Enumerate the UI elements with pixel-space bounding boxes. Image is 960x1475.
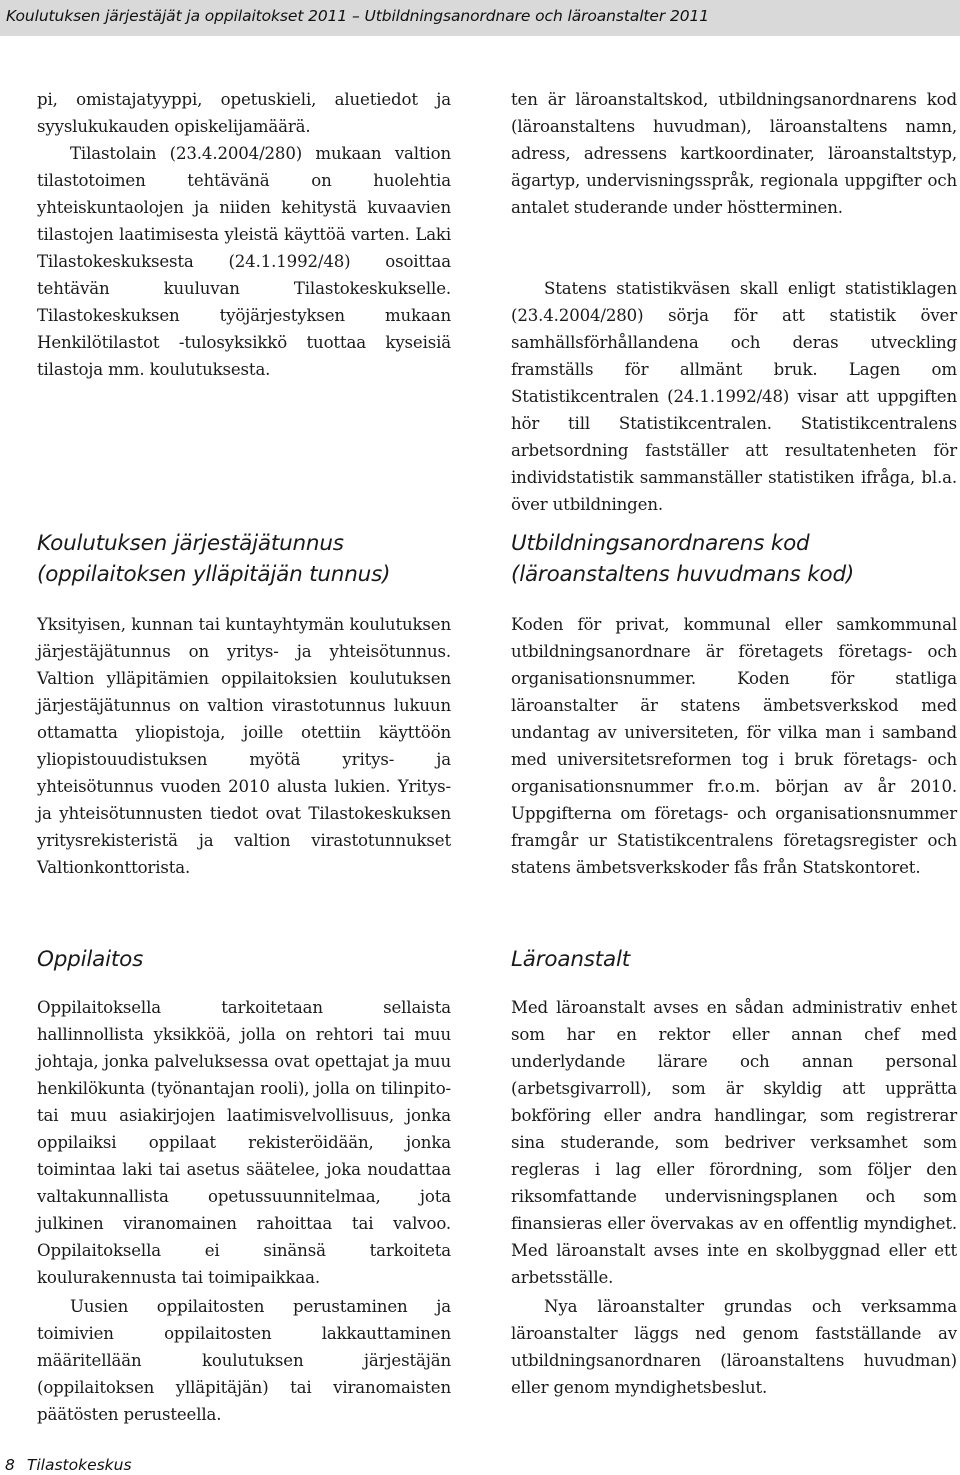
heading-koulutuksen-jarjestajatunnus: Koulutuksen järjestäjätunnus (oppilaitoksen ylläpitäjän tunnus) <box>37 531 391 587</box>
page-number: 8 <box>5 1456 15 1474</box>
paragraph-right-4: Med läroanstalt avses en sådan administrativ enhet som har en rektor eller annan chef med underlydande lärare och annan personal (arbetsgivarroll), som är skyldig att upprätta bokföring eller andra handlingar, som registrerar sina studerande, som bedriver verksamhet som regleras i lag eller förordning, som följer den riksomfattande undervisningsplanen och som finansieras eller övervakas av en offentlig myndighet. Med läroanstalt avses inte en skolbyggnad eller ett arbetsställe. <box>511 998 957 1287</box>
heading-oppilaitos: Oppilaitos <box>37 947 144 972</box>
heading-utbildningsanordnarens-kod: Utbildningsanordnarens kod (läroanstaltens huvudmans kod) <box>511 531 855 587</box>
paragraph-left-1: pi, omistajatyyppi, opetuskieli, aluetiedot ja syyslukukauden opiskelijamäärä. <box>37 90 451 136</box>
paragraph-right-2: Statens statistikväsen skall enligt statistiklagen (23.4.2004/280) sörja för att statistik över samhällsförhållandena och deras utveckling framställs för allmänt bruk. Lagen om Statistikcentralen (24.1.1992/48) visar att uppgiften hör till Statistikcentralen. Statistikcentralens arbetsordning fastställer att resultatenheten för individstatistik sammanställer statistiken ifråga, bl.a. över utbildningen. <box>511 279 957 514</box>
paragraph-left-2: Tilastolain (23.4.2004/280) mukaan valtion tilastotoimen tehtävänä on huolehtia yhteiskuntaolojen ja niiden kehitystä kuvaavien tilastojen laatimisesta yleistä käyttöä varten. Laki Tilastokeskuksesta (24.1.1992/48) osoittaa tehtävän kuuluvan Tilastokeskukselle. Tilastokeskuksen työjärjestyksen mukaan Henkilötilastot -tulosyksikkö tuottaa kyseisiä tilastoja mm. koulutuksesta. <box>37 144 451 379</box>
paragraph-left-4: Oppilaitoksella tarkoitetaan sellaista hallinnollista yksikköä, jolla on rehtori tai muu johtaja, jonka palveluksessa ovat opettajat ja muu henkilökunta (työnantajan rooli), jolla on tilinpito- tai muu asiakirjojen laatimisvelvollisuus, jonka oppilaiksi oppilaat rekisteröidään, jonka toimintaa laki tai asetus säätelee, joka noudattaa valtakunnallista opetussuunnitelmaa, jota julkinen viranomainen rahoittaa tai valvoo. Oppilaitoksella ei sinänsä tarkoiteta koulurakennusta tai toimipaikkaa. <box>37 998 451 1287</box>
paragraph-left-5: Uusien oppilaitosten perustaminen ja toimivien oppilaitosten lakkauttaminen määritellään koulutuksen järjestäjän (oppilaitoksen ylläpitäjän) tai viranomaisten päätösten perusteella. <box>37 1297 451 1424</box>
paragraph-right-1: ten är läroanstaltskod, utbildningsanordnarens kod (läroanstaltens huvudman), läroanstaltens namn, adress, adressens kartkoordinater, läroanstaltstyp, ägartyp, undervisningsspråk, regionala uppgifter och antalet studerande under höstterminen. <box>511 90 957 217</box>
paragraph-left-3: Yksityisen, kunnan tai kuntayhtymän koulutuksen järjestäjätunnus on yritys- ja yhteisötunnus. Valtion ylläpitämien oppilaitoksien koulutuksen järjestäjätunnus on valtion virastotunnus lukuun ottamatta yliopistoja, joille otettiin käyttöön yliopistouudistuksen myötä yritys- ja yhteisötunnus vuoden 2010 alusta lukien. Yritys- ja yhteisötunnusten tiedot ovat Tilastokeskuksen yritysrekisteristä ja valtion virastotunnukset Valtionkonttorista. <box>37 615 451 877</box>
running-header-title: Koulutuksen järjestäjät ja oppilaitokset 2011 – Utbildningsanordnare och läroanstalter 2011 <box>6 7 709 25</box>
page-footer <box>5 1456 132 1474</box>
footer-publisher: Tilastokeskus <box>26 1456 132 1474</box>
paragraph-right-3: Koden för privat, kommunal eller samkommunal utbildningsanordnare är företagets företags- och organisationsnummer. Koden för statliga läroanstalter är statens ämbetsverkskod med undantag av universiteten, för vilka man i samband med universitetsreformen tog i bruk företags- och organisationsnummer fr.o.m. början av år 2010. Uppgifterna om företags- och organisationsnummer framgår ur Statistikcentralens företagsregister och statens ämbetsverkskoder fås från Statskontoret. <box>511 615 957 877</box>
heading-laroanstalt: Läroanstalt <box>511 947 630 972</box>
running-header <box>0 0 960 36</box>
paragraph-right-5: Nya läroanstalter grundas och verksamma läroanstalter läggs ned genom fastställande av utbildningsanordnaren (läroanstaltens huvudman) eller genom myndighetsbeslut. <box>511 1297 957 1397</box>
